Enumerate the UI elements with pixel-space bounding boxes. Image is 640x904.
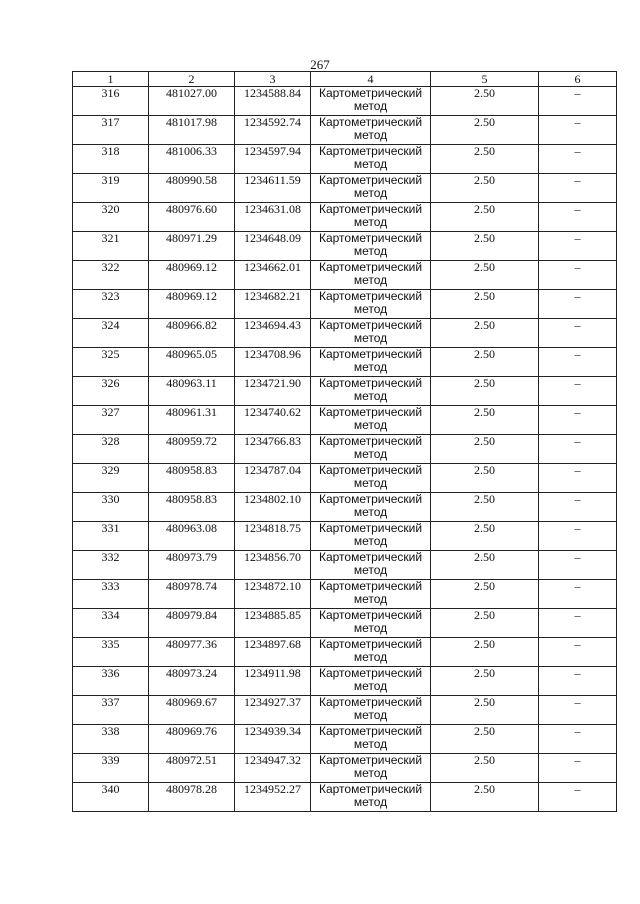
x-coordinate-cell: 480966.82 [149,319,235,348]
note-cell: – [539,667,617,696]
y-coordinate-cell: 1234897.68 [235,638,311,667]
accuracy-cell: 2.50 [431,522,539,551]
method-cell: Картометрический метод [311,609,431,638]
note-cell: – [539,464,617,493]
point-number-cell: 320 [73,203,149,232]
point-number-cell: 338 [73,725,149,754]
point-number-cell: 317 [73,116,149,145]
accuracy-cell: 2.50 [431,638,539,667]
x-coordinate-cell: 480978.74 [149,580,235,609]
accuracy-cell: 2.50 [431,348,539,377]
note-cell: – [539,406,617,435]
table-row [73,696,617,725]
y-coordinate-cell: 1234682.21 [235,290,311,319]
x-coordinate-cell: 480976.60 [149,203,235,232]
x-coordinate-cell: 480959.72 [149,435,235,464]
y-coordinate-cell: 1234802.10 [235,493,311,522]
table-row [73,145,617,174]
y-coordinate-cell: 1234927.37 [235,696,311,725]
x-coordinate-cell: 480961.31 [149,406,235,435]
accuracy-cell: 2.50 [431,464,539,493]
point-number-cell: 339 [73,754,149,783]
table-row [73,609,617,638]
method-cell: Картометрический метод [311,783,431,812]
accuracy-cell: 2.50 [431,667,539,696]
point-number-cell: 319 [73,174,149,203]
method-cell: Картометрический метод [311,145,431,174]
note-cell: – [539,203,617,232]
accuracy-cell: 2.50 [431,435,539,464]
accuracy-cell: 2.50 [431,116,539,145]
accuracy-cell: 2.50 [431,232,539,261]
accuracy-cell: 2.50 [431,696,539,725]
point-number-cell: 330 [73,493,149,522]
note-cell: – [539,754,617,783]
x-coordinate-cell: 480963.11 [149,377,235,406]
accuracy-cell: 2.50 [431,580,539,609]
accuracy-cell: 2.50 [431,783,539,812]
x-coordinate-cell: 480969.76 [149,725,235,754]
y-coordinate-cell: 1234818.75 [235,522,311,551]
page-number: 267 [310,57,330,72]
y-coordinate-cell: 1234631.08 [235,203,311,232]
table-row [73,290,617,319]
col-header-y-coordinate: 3 [235,72,311,87]
method-cell: Картометрический метод [311,348,431,377]
x-coordinate-cell: 480969.67 [149,696,235,725]
x-coordinate-cell: 481027.00 [149,87,235,116]
x-coordinate-cell: 481017.98 [149,116,235,145]
accuracy-cell: 2.50 [431,493,539,522]
accuracy-cell: 2.50 [431,319,539,348]
table-row [73,493,617,522]
note-cell: – [539,116,617,145]
y-coordinate-cell: 1234947.32 [235,754,311,783]
x-coordinate-cell: 480971.29 [149,232,235,261]
y-coordinate-cell: 1234885.85 [235,609,311,638]
coordinates-table [72,71,617,812]
method-cell: Картометрический метод [311,174,431,203]
x-coordinate-cell: 480969.12 [149,290,235,319]
point-number-cell: 324 [73,319,149,348]
y-coordinate-cell: 1234648.09 [235,232,311,261]
method-cell: Картометрический метод [311,87,431,116]
point-number-cell: 328 [73,435,149,464]
accuracy-cell: 2.50 [431,406,539,435]
table-row [73,783,617,812]
y-coordinate-cell: 1234787.04 [235,464,311,493]
note-cell: – [539,290,617,319]
y-coordinate-cell: 1234694.43 [235,319,311,348]
table-row [73,551,617,580]
accuracy-cell: 2.50 [431,203,539,232]
table-row [73,638,617,667]
method-cell: Картометрический метод [311,696,431,725]
accuracy-cell: 2.50 [431,174,539,203]
y-coordinate-cell: 1234872.10 [235,580,311,609]
x-coordinate-cell: 480958.83 [149,464,235,493]
y-coordinate-cell: 1234597.94 [235,145,311,174]
method-cell: Картометрический метод [311,203,431,232]
y-coordinate-cell: 1234856.70 [235,551,311,580]
note-cell: – [539,783,617,812]
col-header-note: 6 [539,72,617,87]
method-cell: Картометрический метод [311,261,431,290]
accuracy-cell: 2.50 [431,551,539,580]
col-header-accuracy: 5 [431,72,539,87]
note-cell: – [539,348,617,377]
col-header-x-coordinate: 2 [149,72,235,87]
x-coordinate-cell: 480973.79 [149,551,235,580]
table-row [73,319,617,348]
x-coordinate-cell: 480990.58 [149,174,235,203]
point-number-cell: 334 [73,609,149,638]
y-coordinate-cell: 1234766.83 [235,435,311,464]
note-cell: – [539,377,617,406]
point-number-cell: 322 [73,261,149,290]
point-number-cell: 318 [73,145,149,174]
table-row [73,754,617,783]
y-coordinate-cell: 1234911.98 [235,667,311,696]
point-number-cell: 321 [73,232,149,261]
method-cell: Картометрический метод [311,638,431,667]
note-cell: – [539,609,617,638]
method-cell: Картометрический метод [311,290,431,319]
table-row [73,580,617,609]
col-header-point-number: 1 [73,72,149,87]
method-cell: Картометрический метод [311,406,431,435]
y-coordinate-cell: 1234708.96 [235,348,311,377]
point-number-cell: 333 [73,580,149,609]
table-row [73,232,617,261]
point-number-cell: 340 [73,783,149,812]
table-row [73,348,617,377]
y-coordinate-cell: 1234662.01 [235,261,311,290]
table-row [73,406,617,435]
table-row [73,261,617,290]
note-cell: – [539,319,617,348]
note-cell: – [539,580,617,609]
col-header-method: 4 [311,72,431,87]
point-number-cell: 326 [73,377,149,406]
y-coordinate-cell: 1234588.84 [235,87,311,116]
y-coordinate-cell: 1234611.59 [235,174,311,203]
x-coordinate-cell: 480977.36 [149,638,235,667]
note-cell: – [539,435,617,464]
accuracy-cell: 2.50 [431,290,539,319]
table-row [73,377,617,406]
note-cell: – [539,261,617,290]
x-coordinate-cell: 481006.33 [149,145,235,174]
method-cell: Картометрический метод [311,667,431,696]
note-cell: – [539,232,617,261]
note-cell: – [539,174,617,203]
point-number-cell: 335 [73,638,149,667]
note-cell: – [539,638,617,667]
accuracy-cell: 2.50 [431,609,539,638]
point-number-cell: 336 [73,667,149,696]
table-row [73,522,617,551]
y-coordinate-cell: 1234721.90 [235,377,311,406]
accuracy-cell: 2.50 [431,377,539,406]
method-cell: Картометрический метод [311,522,431,551]
point-number-cell: 325 [73,348,149,377]
x-coordinate-cell: 480972.51 [149,754,235,783]
note-cell: – [539,725,617,754]
accuracy-cell: 2.50 [431,725,539,754]
x-coordinate-cell: 480958.83 [149,493,235,522]
table-row [73,116,617,145]
table-row [73,174,617,203]
x-coordinate-cell: 480979.84 [149,609,235,638]
method-cell: Картометрический метод [311,725,431,754]
accuracy-cell: 2.50 [431,87,539,116]
method-cell: Картометрический метод [311,464,431,493]
point-number-cell: 316 [73,87,149,116]
table-row [73,725,617,754]
x-coordinate-cell: 480965.05 [149,348,235,377]
note-cell: – [539,493,617,522]
method-cell: Картометрический метод [311,232,431,261]
table-row [73,87,617,116]
y-coordinate-cell: 1234592.74 [235,116,311,145]
y-coordinate-cell: 1234939.34 [235,725,311,754]
method-cell: Картометрический метод [311,435,431,464]
header-row [73,72,617,87]
table-row [73,435,617,464]
accuracy-cell: 2.50 [431,754,539,783]
table-row [73,464,617,493]
table-row [73,667,617,696]
note-cell: – [539,522,617,551]
accuracy-cell: 2.50 [431,145,539,174]
x-coordinate-cell: 480963.08 [149,522,235,551]
accuracy-cell: 2.50 [431,261,539,290]
table-row [73,203,617,232]
method-cell: Картометрический метод [311,116,431,145]
x-coordinate-cell: 480969.12 [149,261,235,290]
method-cell: Картометрический метод [311,754,431,783]
point-number-cell: 329 [73,464,149,493]
x-coordinate-cell: 480978.28 [149,783,235,812]
note-cell: – [539,145,617,174]
note-cell: – [539,551,617,580]
method-cell: Картометрический метод [311,377,431,406]
y-coordinate-cell: 1234740.62 [235,406,311,435]
point-number-cell: 331 [73,522,149,551]
x-coordinate-cell: 480973.24 [149,667,235,696]
point-number-cell: 323 [73,290,149,319]
note-cell: – [539,696,617,725]
point-number-cell: 332 [73,551,149,580]
point-number-cell: 337 [73,696,149,725]
point-number-cell: 327 [73,406,149,435]
y-coordinate-cell: 1234952.27 [235,783,311,812]
method-cell: Картометрический метод [311,493,431,522]
table-body [73,87,617,812]
note-cell: – [539,87,617,116]
method-cell: Картометрический метод [311,319,431,348]
method-cell: Картометрический метод [311,580,431,609]
method-cell: Картометрический метод [311,551,431,580]
